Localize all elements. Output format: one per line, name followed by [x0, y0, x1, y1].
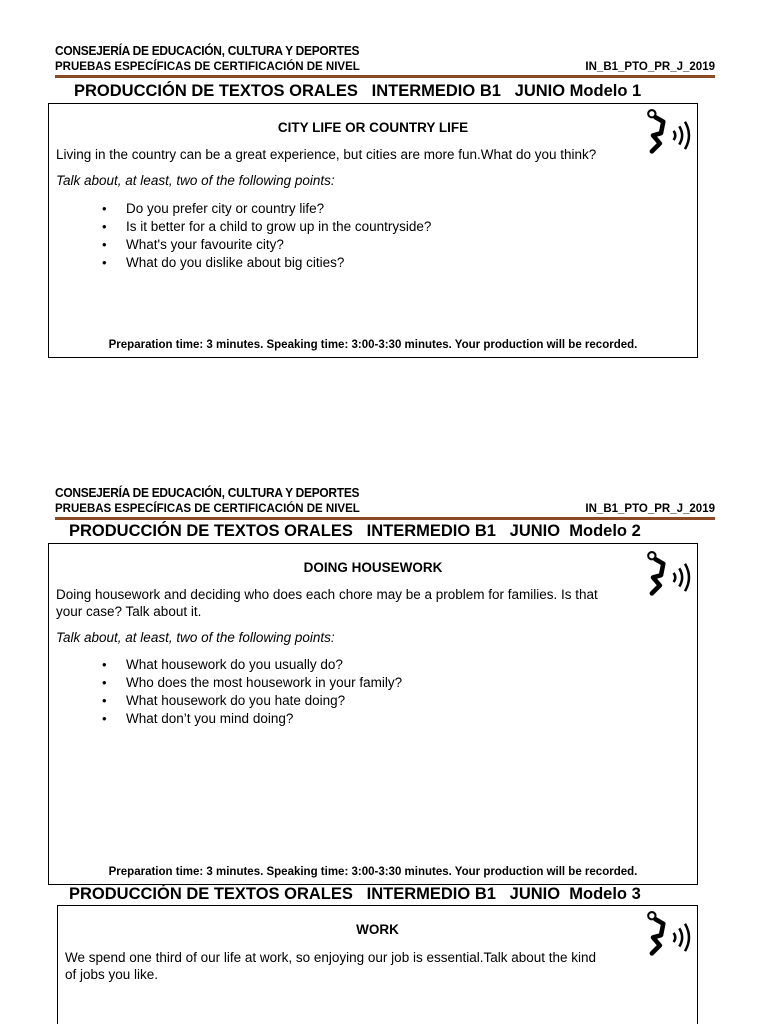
speaking-person-icon [641, 550, 697, 598]
list-item: • Do you prefer city or country life? [102, 201, 325, 216]
card-title: CITY LIFE OR COUNTRY LIFE [277, 120, 469, 135]
consejeria-heading: CONSEJERÍA DE EDUCACIÓN, CULTURA Y DEPORTES [55, 485, 360, 500]
card-footer: Preparation time: 3 minutes. Speaking time: 3:00-3:30 minutes. Your production will be recorded. [108, 339, 638, 351]
exam-header-2 [55, 485, 715, 520]
card-intro: Doing housework and deciding who does each chore may be a problem for families. Is that your case? Talk about it. [56, 587, 598, 619]
header-divider [55, 517, 715, 520]
speaking-person-icon [641, 910, 697, 958]
pruebas-subheading: PRUEBAS ESPECÍFICAS DE CERTIFICACIÓN DE NIVEL [55, 503, 360, 515]
bullet-icon: • [102, 675, 107, 690]
card-instruction: Talk about, at least, two of the following points: [56, 630, 335, 645]
bullet-icon: • [102, 711, 107, 726]
task-card-3 [57, 905, 698, 1024]
list-item: • What's your favourite city? [102, 237, 284, 252]
exam-title-modelo-2: PRODUCCIÓN DE TEXTOS ORALES INTERMEDIO B1 JUNIO Modelo 2 [69, 522, 641, 540]
list-item: • Who does the most housework in your family? [102, 675, 403, 690]
consejeria-heading: CONSEJERÍA DE EDUCACIÓN, CULTURA Y DEPORTES [55, 43, 360, 58]
pruebas-subheading: PRUEBAS ESPECÍFICAS DE CERTIFICACIÓN DE NIVEL [55, 61, 360, 73]
exam-header-1 [55, 43, 715, 78]
list-item: • What housework do you hate doing? [102, 693, 346, 708]
bullet-icon: • [102, 657, 107, 672]
bullet-icon: • [102, 237, 107, 252]
bullet-icon: • [102, 201, 107, 216]
exam-title-modelo-3: PRODUCCIÓN DE TEXTOS ORALES INTERMEDIO B1 JUNIO Modelo 3 [69, 885, 641, 903]
bullet-icon: • [102, 219, 107, 234]
list-item: • What don’t you mind doing? [102, 711, 294, 726]
bullet-icon: • [102, 693, 107, 708]
exam-title-modelo-1: PRODUCCIÓN DE TEXTOS ORALES INTERMEDIO B1 JUNIO Modelo 1 [74, 82, 642, 100]
task-card-2 [48, 543, 698, 885]
bullet-icon: • [102, 255, 107, 270]
exam-code: IN_B1_PTO_PR_J_2019 [585, 503, 715, 515]
card-title: WORK [356, 922, 399, 937]
speaking-person-icon [641, 108, 697, 156]
header-divider [55, 75, 715, 78]
card-intro: Living in the country can be a great experience, but cities are more fun.What do you think? [56, 147, 597, 162]
exam-code: IN_B1_PTO_PR_J_2019 [585, 61, 715, 73]
card-title: DOING HOUSEWORK [303, 560, 443, 575]
list-item: • What housework do you usually do? [102, 657, 343, 672]
task-card-1 [48, 103, 698, 358]
card-points-list [56, 656, 402, 728]
card-footer: Preparation time: 3 minutes. Speaking time: 3:00-3:30 minutes. Your production will be recorded. [108, 866, 638, 878]
list-item: • What do you dislike about big cities? [102, 255, 345, 270]
card-instruction: Talk about, at least, two of the following points: [56, 173, 335, 188]
card-points-list [56, 200, 431, 272]
card-intro: We spend one third of our life at work, so enjoying our job is essential.Talk about the kind of jobs you like. [65, 950, 597, 982]
list-item: • Is it better for a child to grow up in the countryside? [102, 219, 432, 234]
